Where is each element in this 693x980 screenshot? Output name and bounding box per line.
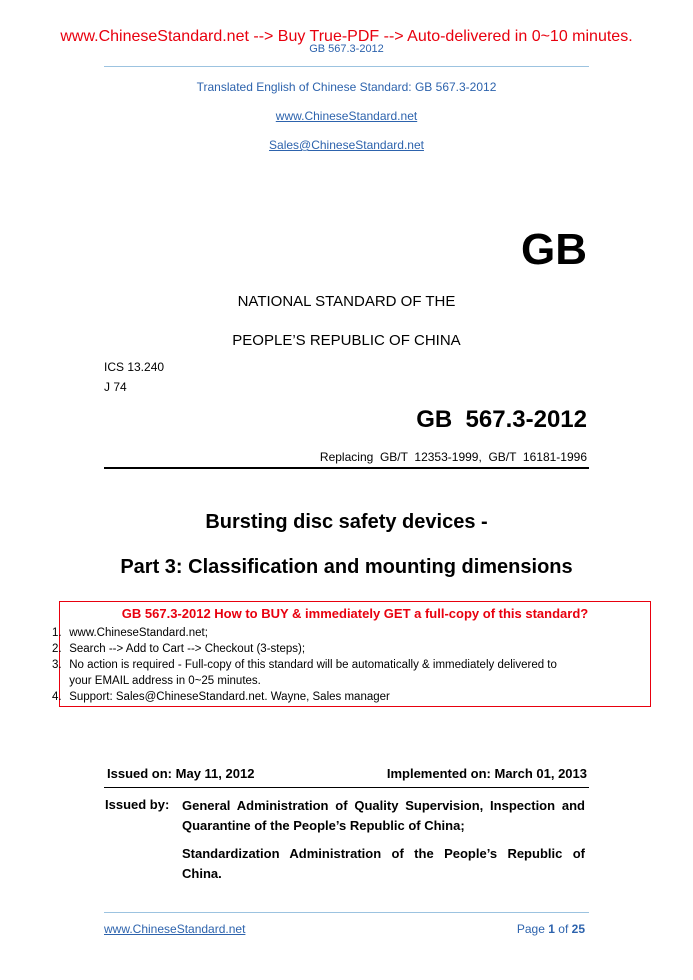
header-divider <box>104 66 589 67</box>
implemented-on <box>387 766 587 782</box>
page-total: 25 <box>571 922 585 936</box>
header-doc-code: GB 567.3-2012 <box>309 43 384 55</box>
promo-banner[interactable]: www.ChineseStandard.net --> Buy True-PDF --> Auto-delivered in 0~10 minutes. <box>60 28 633 45</box>
page-of: of <box>558 922 569 936</box>
title-line-2: Part 3: Classification and mounting dimensions <box>120 556 573 578</box>
standard-number: GB 567.3-2012 <box>416 406 587 433</box>
national-standard-line-2: PEOPLE’S REPUBLIC OF CHINA <box>232 332 461 349</box>
implemented-on-label: Implemented on: <box>386 766 491 781</box>
page-indicator <box>517 922 585 936</box>
issuer-2: Standardization Administration of the People’s Republic of China. <box>182 846 585 881</box>
issuance-divider <box>104 787 589 788</box>
buy-step-text: Search --> Add to Cart --> Checkout (3-steps); <box>69 643 306 655</box>
buy-step-text[interactable]: Support: Sales@ChineseStandard.net. Wayne, Sales manager <box>69 691 390 703</box>
replacing-note: Replacing GB/T 12353-1999, GB/T 16181-1996 <box>319 450 587 464</box>
title-line-1: Bursting disc safety devices - <box>205 511 488 533</box>
gb-logo: GB <box>521 225 587 274</box>
ccs-code: J 74 <box>104 380 127 394</box>
page-label: Page <box>516 922 545 936</box>
issued-on <box>107 766 254 782</box>
national-standard-line-1: NATIONAL STANDARD OF THE <box>237 293 456 310</box>
buy-box-title: GB 567.3-2012 How to BUY & immediately GET a full-copy of this standard? <box>121 606 589 621</box>
buy-step-number: 4. <box>52 691 62 703</box>
buy-step-text: your EMAIL address in 0~25 minutes. <box>69 675 261 687</box>
buy-step-text: No action is required - Full-copy of this standard will be automatically & immediately delivered to <box>69 659 557 671</box>
footer-website-link[interactable]: www.ChineseStandard.net <box>104 922 246 936</box>
buy-step-continuation <box>52 674 261 688</box>
buy-step <box>52 642 305 656</box>
issued-on-label: Issued on: <box>107 766 173 781</box>
buy-step-number: 1. <box>52 627 62 639</box>
buy-step <box>52 658 557 672</box>
issued-by-label: Issued by: <box>105 797 170 812</box>
footer-divider <box>104 912 589 913</box>
buy-step <box>52 626 208 640</box>
translation-note: Translated English of Chinese Standard: GB 567.3-2012 <box>196 80 497 94</box>
buy-instructions-box <box>52 601 651 707</box>
implemented-on-date: March 01, 2013 <box>494 766 587 781</box>
page-current: 1 <box>548 922 555 936</box>
website-link[interactable]: www.ChineseStandard.net <box>275 109 418 123</box>
buy-step-number: 2. <box>52 643 62 655</box>
buy-step-text[interactable]: www.ChineseStandard.net; <box>69 627 208 639</box>
buy-step-number: 3. <box>52 659 62 671</box>
issuer-1: General Administration of Quality Supervision, Inspection and Quarantine of the People’s Republic of China; <box>182 798 585 833</box>
title-divider <box>104 467 589 469</box>
email-link[interactable]: Sales@ChineseStandard.net <box>269 138 424 152</box>
ics-code: ICS 13.240 <box>104 360 165 374</box>
buy-step <box>52 690 390 704</box>
issued-on-date: May 11, 2012 <box>175 766 255 781</box>
